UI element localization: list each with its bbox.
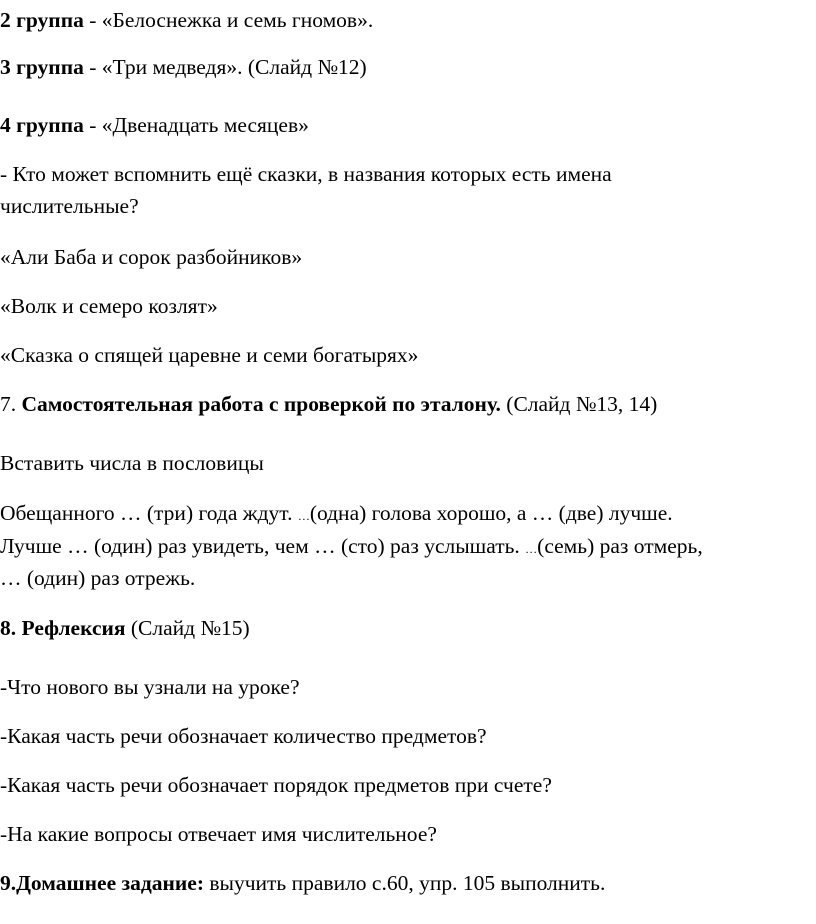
tale-item-2: «Волк и семеро козлят» — [0, 294, 218, 318]
section-7-title: Самостоятельная работа с проверкой по эталону. — [21, 392, 501, 416]
question-line-2: числительные? — [0, 194, 139, 218]
proverbs-line-1 — [0, 503, 673, 525]
reflection-question-4: -На какие вопросы отвечает имя числительное? — [0, 822, 437, 846]
section-7-slide: (Слайд №13, 14) — [500, 392, 658, 416]
group-3-line — [0, 57, 367, 79]
group-2-line — [0, 10, 373, 32]
proverbs-line-3: … (один) раз отрежь. — [0, 566, 196, 590]
homework-label: 9.Домашнее задание: — [0, 871, 204, 895]
reflection-question-3: -Какая часть речи обозначает порядок предметов при счете? — [0, 773, 552, 797]
proverb-2a: Лучше … (один) раз увидеть, чем … (сто) раз услышать. — [0, 534, 526, 558]
section-8-heading — [0, 618, 250, 640]
section-7-heading — [0, 394, 657, 416]
proverbs-line-2 — [0, 536, 703, 558]
tale-item-1: «Али Баба и сорок разбойников» — [0, 245, 303, 269]
section-7-number: 7. — [0, 392, 22, 416]
group-3-label: 3 группа — [0, 55, 84, 79]
group-4-text: - «Двенадцать месяцев» — [83, 113, 309, 137]
group-3-text: - «Три медведя». (Слайд №12) — [83, 55, 367, 79]
proverb-1-dots: … — [297, 509, 310, 523]
proverb-1a: Обещанного … (три) года ждут. — [0, 501, 298, 525]
question-line-1: - Кто может вспомнить ещё сказки, в названия которых есть имена — [0, 162, 612, 186]
proverb-1b: (одна) голова хорошо, а … (две) лучше. — [309, 501, 673, 525]
task-line: Вставить числа в пословицы — [0, 451, 264, 475]
section-8-slide: (Слайд №15) — [125, 616, 250, 640]
reflection-question-1: -Что нового вы узнали на уроке? — [0, 675, 300, 699]
homework-line — [0, 873, 605, 895]
section-8-title: 8. Рефлексия — [0, 616, 126, 640]
tale-item-3: «Сказка о спящей царевне и семи богатырях» — [0, 343, 419, 367]
reflection-question-2: -Какая часть речи обозначает количество предметов? — [0, 724, 487, 748]
group-4-line — [0, 115, 309, 137]
proverb-2b: (семь) раз отмерь, — [537, 534, 703, 558]
group-2-text: - «Белоснежка и семь гномов». — [83, 8, 374, 32]
group-4-label: 4 группа — [0, 113, 84, 137]
proverb-2-dots: … — [525, 542, 538, 556]
homework-text: выучить правило с.60, упр. 105 выполнить. — [204, 871, 606, 895]
group-2-label: 2 группа — [0, 8, 84, 32]
